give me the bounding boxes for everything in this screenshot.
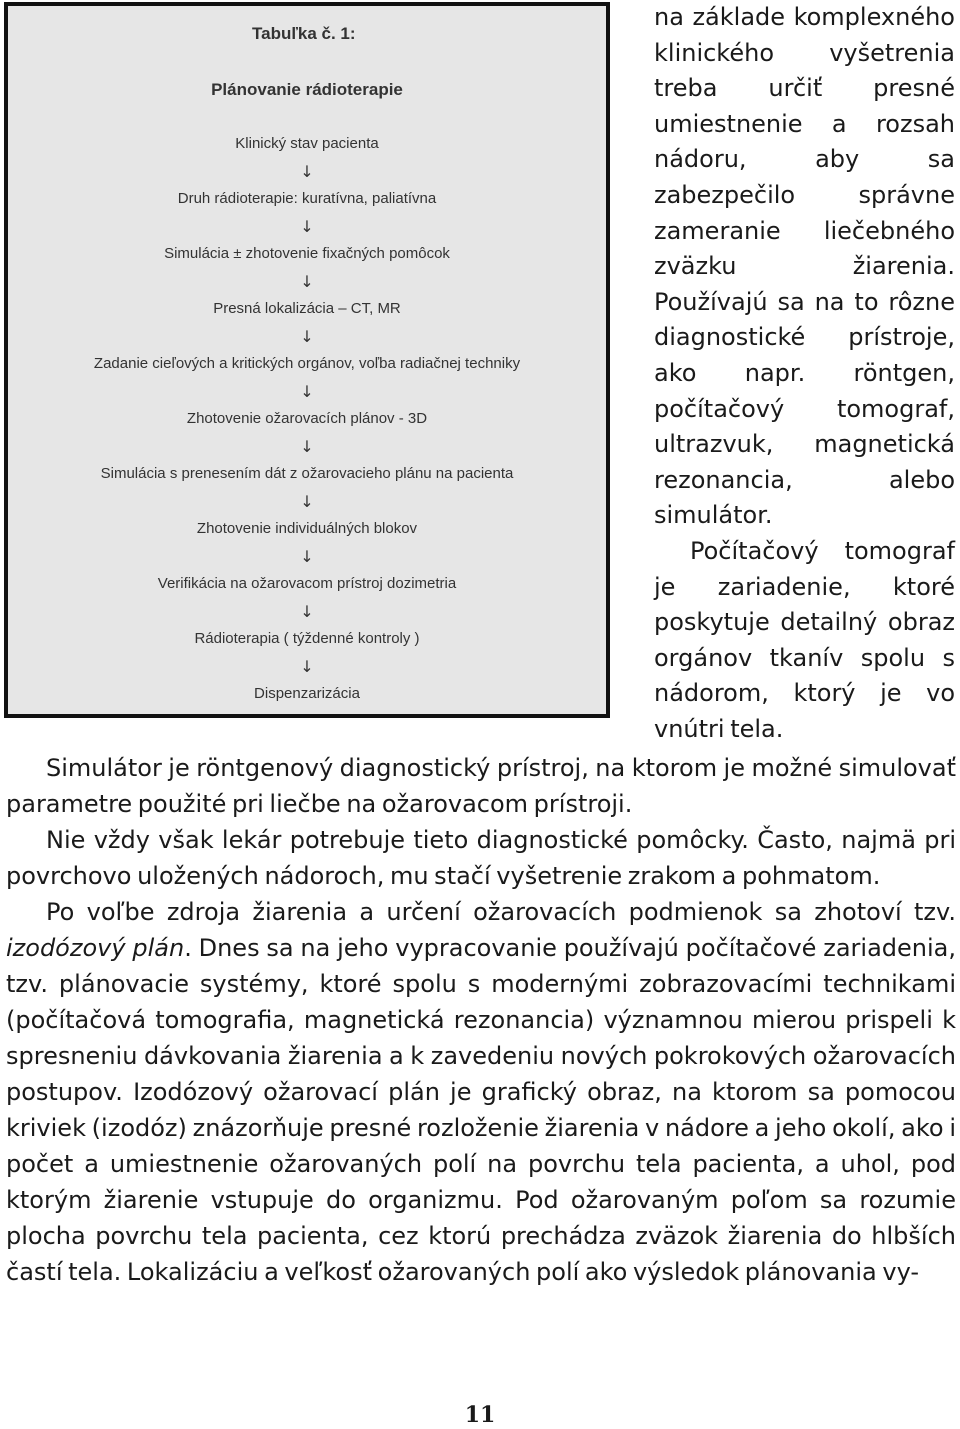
paragraph-text: . Dnes sa na jeho vypracovanie používajú počítačové zariadenia, tzv. plánovacie systémy, ktoré spolu s modernými zobrazovacími technikami (počítačová tomografia, magnetická rezonancia) významnou mierou prispeli k spresneniu dávkovania žiarenia a k zavedeniu nových pokrokových ožarovacích postupov. Izodózový ožarovací plán je grafický obraz, na ktorom sa pomocou kriviek (izodóz) znázorňuje presné rozloženie žiarenia v nádore a jeho okolí, ako i počet a umiestnenie ožarovaných polí na povrchu tela pacienta, a uhol, pod ktorým žiarenie vstupuje do organizmu. Pod ožarovaným poľom sa rozumie plocha povrchu tela pacienta, cez ktorú prechádza zväzok žiarenia do hlbších častí tela. Lokalizáciu a veľkosť ožarovaných polí ako výsledok plánovania vy- [6, 934, 956, 1286]
down-arrow-icon: ↓ [300, 217, 314, 236]
flow-step: Simulácia s prenesením dát z ožarovacieho plánu na pacienta [100, 465, 514, 482]
flow-step: Klinický stav pacienta [235, 135, 379, 152]
down-arrow-icon: ↓ [300, 657, 314, 676]
table-title: Tabuľka č. 1: [252, 24, 356, 43]
planning-flowchart [8, 130, 606, 708]
paragraph-text: Po voľbe zdroja žiarenia a určení ožarovacích podmienok sa zhotoví tzv. [46, 898, 956, 926]
side-paragraph-2: Počítačový tomograf je zariadenie, ktoré poskytuje detailný obraz orgánov tkanív spolu s nádorom, ktorý je vo vnútri tela. [654, 536, 955, 743]
flow-step: Verifikácia na ožarovacom prístroj dozimetria [157, 575, 457, 592]
flow-step: Rádioterapia ( týždenné kontroly ) [194, 630, 420, 647]
side-paragraph-1: na základe komplexného klinického vyšetrenia treba určiť presné umiestnenie a rozsah nádoru, aby sa zabezpečilo správne zameranie liečebného zväzku žiarenia. Používajú sa na to rôzne diagnostické prístroje, ako napr. röntgen, počítačový tomograf, ultrazvuk, magnetická rezonancia, alebo simulátor. [654, 3, 955, 530]
flow-step: Simulácia ± zhotovenie fixačných pomôcok [164, 245, 450, 262]
down-arrow-icon: ↓ [300, 162, 314, 181]
flow-step: Zadanie cieľových a kritických orgánov, voľba radiačnej techniky [93, 355, 521, 372]
down-arrow-icon: ↓ [300, 602, 314, 621]
main-paragraph-2: Nie vždy však lekár potrebuje tieto diagnostické pomôcky. Často, najmä pri povrchovo uložených nádoroch, mu stačí vyšetrenie zrakom a pohmatom. [6, 826, 956, 890]
table-heading: Plánovanie rádioterapie [211, 80, 403, 99]
emphasized-term: izodózový plán [6, 934, 185, 962]
page-number: 11 [464, 1402, 496, 1428]
down-arrow-icon: ↓ [300, 547, 314, 566]
main-paragraph-1: Simulátor je röntgenový diagnostický prístroj, na ktorom je možné simulovať parametre použité pri liečbe na ožarovacom prístroji. [6, 754, 956, 818]
main-text-column [6, 750, 956, 1290]
flow-step: Zhotovenie ožarovacích plánov - 3D [186, 410, 428, 427]
radiotherapy-planning-table [4, 2, 610, 718]
flow-step: Presná lokalizácia – CT, MR [213, 300, 401, 317]
down-arrow-icon: ↓ [300, 437, 314, 456]
down-arrow-icon: ↓ [300, 272, 314, 291]
main-paragraph-3 [6, 894, 956, 1290]
side-text-column [654, 0, 955, 747]
flow-step: Druh rádioterapie: kuratívna, paliatívna [177, 190, 437, 207]
down-arrow-icon: ↓ [300, 492, 314, 511]
flow-step: Dispenzarizácia [254, 685, 360, 702]
down-arrow-icon: ↓ [300, 327, 314, 346]
down-arrow-icon: ↓ [300, 382, 314, 401]
flow-step: Zhotovenie individuálných blokov [196, 520, 418, 537]
